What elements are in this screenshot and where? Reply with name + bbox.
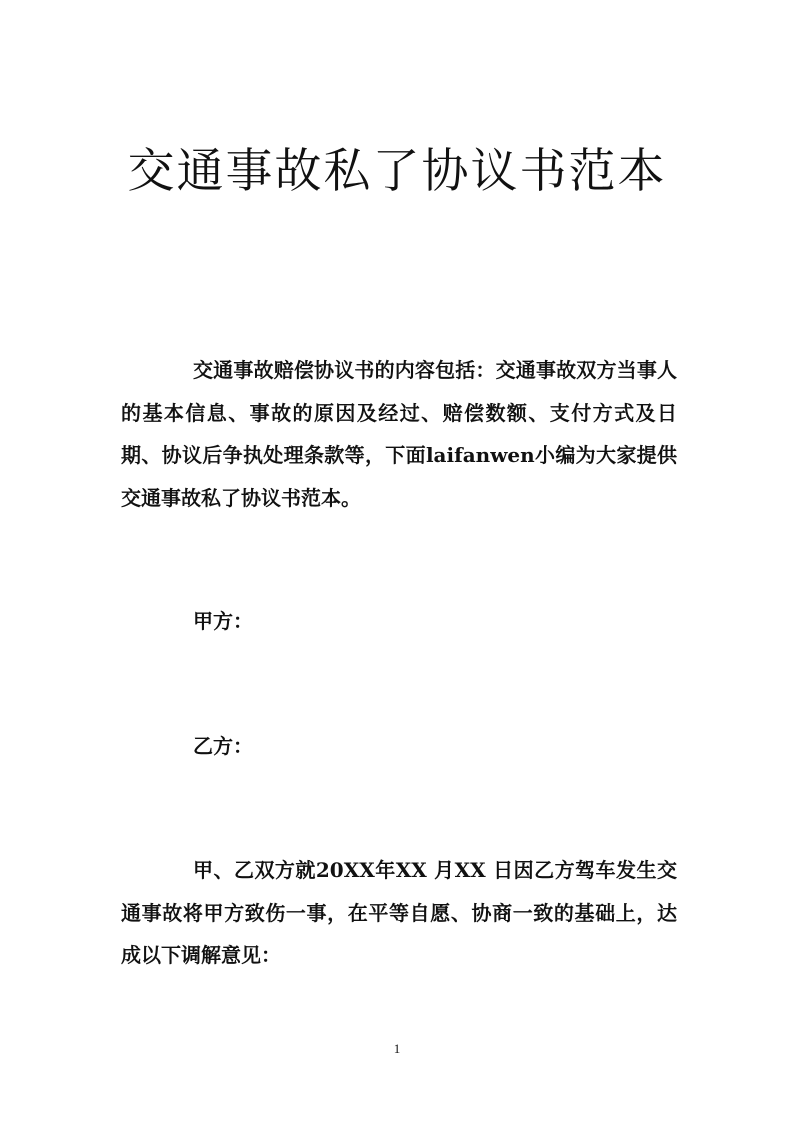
- party-a-label: 甲方：: [193, 609, 253, 633]
- page-number: 1: [393, 1041, 401, 1056]
- intro-paragraph: 交通事故赔偿协议书的内容包括：交通事故双方当事人的基本信息、事故的原因及经过、赔偿数额、支付方式及日期、协议后争执处理条款等，下面laifanwen小编为大家提供交通事故私了协议书范本。: [121, 358, 677, 510]
- document-title: 交通事故私了协议书范本: [127, 144, 667, 199]
- agreement-paragraph: 甲、乙双方就20XX年XX 月XX 日因乙方驾车发生交通事故将甲方致伤一事，在平等自愿、协商一致的基础上，达成以下调解意见：: [121, 858, 677, 967]
- party-b-label: 乙方：: [193, 734, 253, 758]
